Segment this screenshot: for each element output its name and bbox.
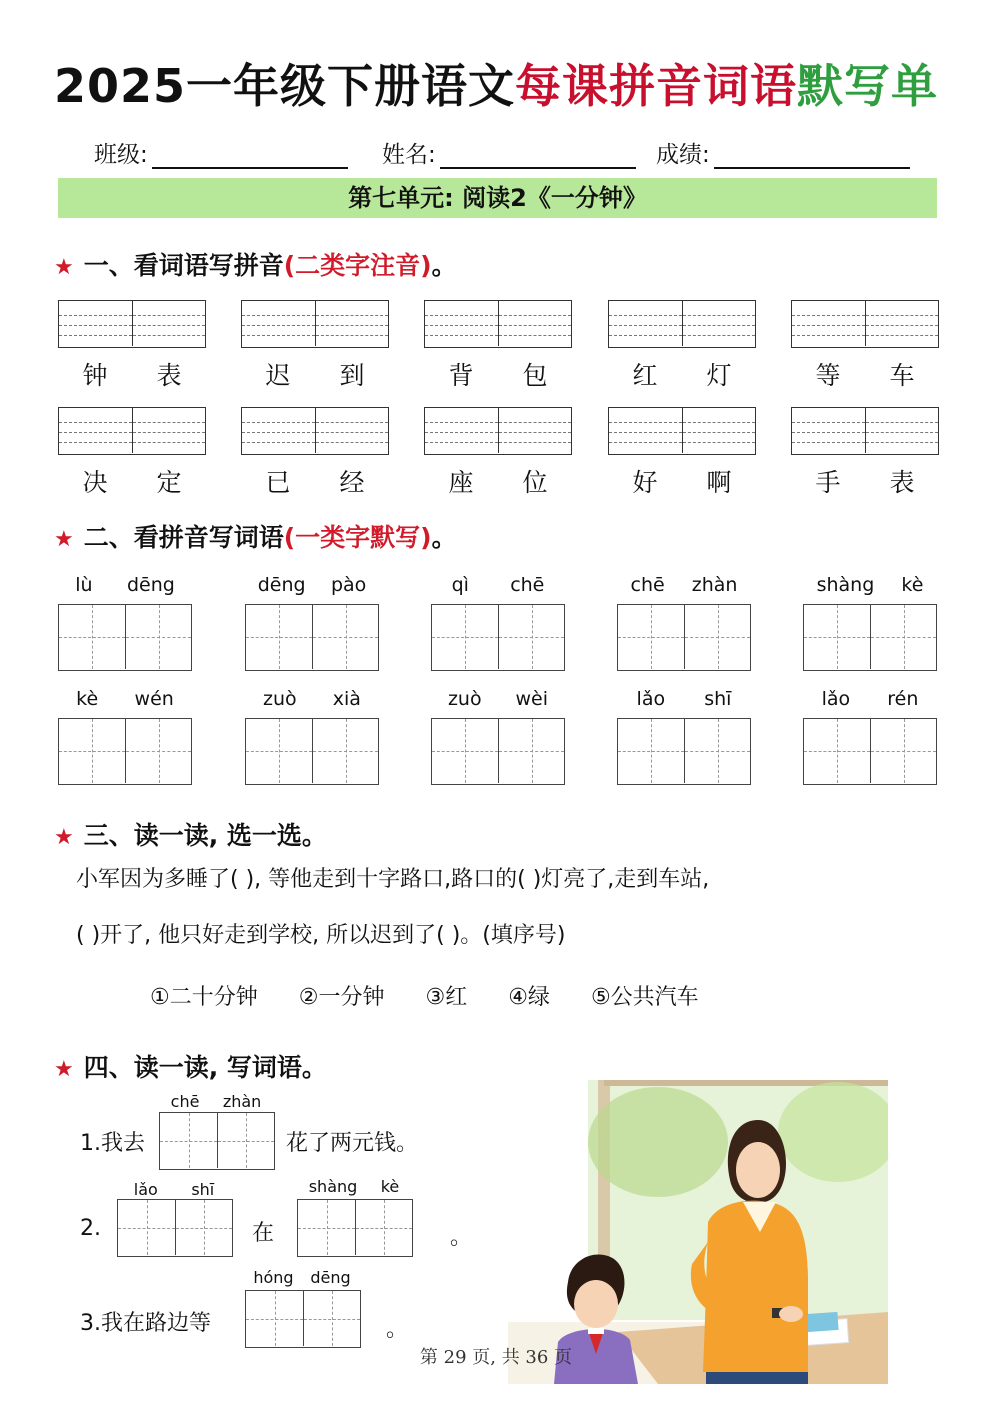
section-2-title: 二、看拼音写词语 [83,523,284,552]
star-icon: ★ [54,1057,74,1082]
write-cell[interactable] [125,719,191,783]
title-part-1: 2025一年级下册语文 [53,59,516,113]
pinyin-syllable: zhàn [691,574,738,596]
word-character: 位 [522,468,548,497]
pinyin-prompt [431,688,565,710]
pinyin-write-box[interactable] [241,300,389,348]
q2-middle: 在 [252,1221,275,1246]
word-character: 迟 [265,361,291,390]
section-2-heading [54,518,457,554]
character-write-grid[interactable] [617,718,751,785]
word-character: 手 [815,468,841,497]
star-icon: ★ [54,527,74,552]
star-icon: ★ [54,825,74,850]
word-character: 座 [448,468,474,497]
word-character: 已 [265,468,291,497]
q2b-pinyin-1: shàng [308,1177,358,1196]
word-character: 等 [815,361,841,390]
q2b-pinyin-2: kè [380,1177,400,1196]
character-write-grid[interactable] [803,718,937,785]
q2-write-box-a[interactable] [117,1199,233,1257]
class-field[interactable] [94,136,348,169]
pinyin-prompt [431,574,565,596]
pinyin-write-box[interactable] [241,407,389,455]
word-character: 灯 [706,361,732,390]
write-cell[interactable] [498,719,564,783]
section-2-note: (一类字默写) [283,523,432,552]
write-cell[interactable] [59,605,125,669]
write-cell[interactable] [298,1200,355,1255]
section-1-heading [54,246,457,282]
pinyin-write-box[interactable] [791,407,939,455]
pinyin-syllable: zuò [263,688,297,710]
title-part-2: 每课拼音词语 [515,59,798,113]
pinyin-prompt [58,688,192,710]
pinyin-syllable: chē [630,574,665,596]
q3-prefix: 3.我在路边等 [80,1311,211,1336]
character-write-grid[interactable] [431,604,565,671]
character-write-grid[interactable] [803,604,937,671]
section-1-end: 。 [431,251,457,280]
q1-pinyin-2: zhàn [222,1092,262,1111]
word-character: 到 [339,361,365,390]
write-cell[interactable] [618,605,684,669]
word-character: 好 [632,468,658,497]
write-cell[interactable] [217,1113,274,1168]
page-title [0,50,992,116]
q3-suffix: 。 [386,1317,409,1342]
q3-pinyin-1: hóng [253,1268,294,1287]
write-cell[interactable] [160,1113,217,1168]
q2-pinyin-b [297,1177,411,1196]
pinyin-prompt [803,688,937,710]
word-character: 决 [82,468,108,497]
q1-suffix: 花了两元钱。 [286,1131,419,1156]
word-characters [58,463,206,499]
write-cell[interactable] [870,719,936,783]
pinyin-prompt [245,688,379,710]
q3-pinyin [245,1268,359,1287]
q2-write-box-b[interactable] [297,1199,413,1257]
pinyin-syllable: kè [76,688,99,710]
name-blank[interactable] [440,143,636,169]
pinyin-write-box[interactable] [608,407,756,455]
section-3-sentence-1: 小军因为多睡了( ), 等他走到十字路口,路口的( )灯亮了,走到车站, [76,867,710,892]
pinyin-write-box[interactable] [608,300,756,348]
pinyin-write-box[interactable] [58,300,206,348]
write-cell[interactable] [312,605,378,669]
option-4: ④绿 [508,985,550,1010]
pinyin-write-box[interactable] [424,407,572,455]
q1-prefix: 1.我去 [80,1131,145,1156]
pinyin-prompt [617,688,751,710]
section-4-heading [54,1048,327,1084]
write-cell[interactable] [870,605,936,669]
q1-pinyin [159,1092,273,1111]
pinyin-syllable: dēng [126,574,175,596]
word-character: 包 [522,361,548,390]
character-write-grid[interactable] [58,604,192,671]
page-number: 第 29 页, 共 36 页 [419,1347,573,1368]
section-1-title: 一、看词语写拼音 [83,251,284,280]
section-1-note: (二类字注音) [283,251,432,280]
pinyin-write-box[interactable] [791,300,939,348]
word-character: 车 [889,361,915,390]
option-1: ①二十分钟 [150,985,258,1010]
star-icon: ★ [54,255,74,280]
word-character: 红 [632,361,658,390]
write-cell[interactable] [125,605,191,669]
write-cell[interactable] [175,1200,232,1255]
word-characters [791,356,939,392]
pinyin-syllable: lǎo [821,688,851,710]
q2-pinyin-a [117,1180,231,1199]
pinyin-prompt [803,574,937,596]
character-write-grid[interactable] [617,604,751,671]
q2-prefix: 2. [80,1216,101,1241]
q1-write-box[interactable] [159,1112,275,1170]
word-characters [241,356,389,392]
q3-pinyin-2: dēng [310,1268,351,1287]
section-3-heading [54,816,327,852]
word-character: 表 [156,361,182,390]
character-write-grid[interactable] [245,604,379,671]
section-3-sentence-2: ( )开了, 他只好走到学校, 所以迟到了( )。(填序号) [76,923,566,948]
option-3: ③红 [425,985,468,1010]
q1-pinyin-1: chē [170,1092,200,1111]
pinyin-syllable: chē [510,574,545,596]
write-cell[interactable] [498,605,564,669]
pinyin-syllable: zuò [447,688,482,710]
write-cell[interactable] [118,1200,175,1255]
word-characters [241,463,389,499]
write-cell[interactable] [432,605,498,669]
write-cell[interactable] [312,719,378,783]
write-cell[interactable] [684,605,750,669]
pinyin-syllable: qì [451,574,469,596]
character-write-grid[interactable] [431,718,565,785]
option-2: ②一分钟 [298,985,385,1010]
word-character: 表 [889,468,915,497]
teacher-student-illustration [508,1072,888,1384]
name-field[interactable] [382,136,636,169]
class-label: 班级: [94,142,148,168]
pinyin-syllable: dēng [257,574,306,596]
name-label: 姓名: [382,142,436,168]
q2a-pinyin-1: lǎo [133,1180,158,1199]
section-3-title: 三、读一读, 选一选。 [83,821,327,850]
unit-title-bar: 第七单元: 阅读2《一分钟》 [58,178,937,218]
character-write-grid[interactable] [245,718,379,785]
title-part-3: 默写单 [797,59,939,113]
write-cell[interactable] [432,719,498,783]
student-info-row [94,136,934,170]
write-cell[interactable] [59,719,125,783]
write-cell[interactable] [246,1291,303,1346]
pinyin-syllable: xià [332,688,361,710]
q2-suffix: 。 [450,1225,473,1250]
word-character: 钟 [82,361,108,390]
write-cell[interactable] [804,605,870,669]
write-cell[interactable] [618,719,684,783]
score-field[interactable] [656,136,910,169]
word-characters [424,356,572,392]
word-character: 啊 [706,468,732,497]
word-characters [608,463,756,499]
pinyin-syllable: wèi [515,688,549,710]
write-cell[interactable] [804,719,870,783]
write-cell[interactable] [355,1200,412,1255]
pinyin-syllable: wén [134,688,174,710]
pinyin-syllable: kè [901,574,924,596]
section-4-title: 四、读一读, 写词语。 [83,1053,327,1082]
pinyin-write-box[interactable] [58,407,206,455]
section-2-end: 。 [431,523,457,552]
pinyin-prompt [245,574,379,596]
option-5: ⑤公共汽车 [590,985,699,1010]
q3-write-box[interactable] [245,1290,361,1348]
pinyin-syllable: rén [887,688,919,710]
section-3-options [150,980,733,1011]
pinyin-syllable: pào [330,574,367,596]
word-character: 背 [448,361,474,390]
write-cell[interactable] [246,719,312,783]
word-character: 定 [156,468,182,497]
pinyin-prompt [58,574,192,596]
score-blank[interactable] [714,143,910,169]
word-characters [424,463,572,499]
pinyin-prompt [617,574,751,596]
pinyin-syllable: lù [75,574,93,596]
write-cell[interactable] [303,1291,360,1346]
class-blank[interactable] [152,143,348,169]
pinyin-write-box[interactable] [424,300,572,348]
word-characters [608,356,756,392]
word-character: 经 [339,468,365,497]
score-label: 成绩: [656,142,710,168]
pinyin-syllable: lǎo [636,688,666,710]
write-cell[interactable] [684,719,750,783]
word-characters [791,463,939,499]
q2a-pinyin-2: shī [191,1180,215,1199]
write-cell[interactable] [246,605,312,669]
word-characters [58,356,206,392]
character-write-grid[interactable] [58,718,192,785]
pinyin-syllable: shī [704,688,732,710]
pinyin-syllable: shàng [816,574,875,596]
